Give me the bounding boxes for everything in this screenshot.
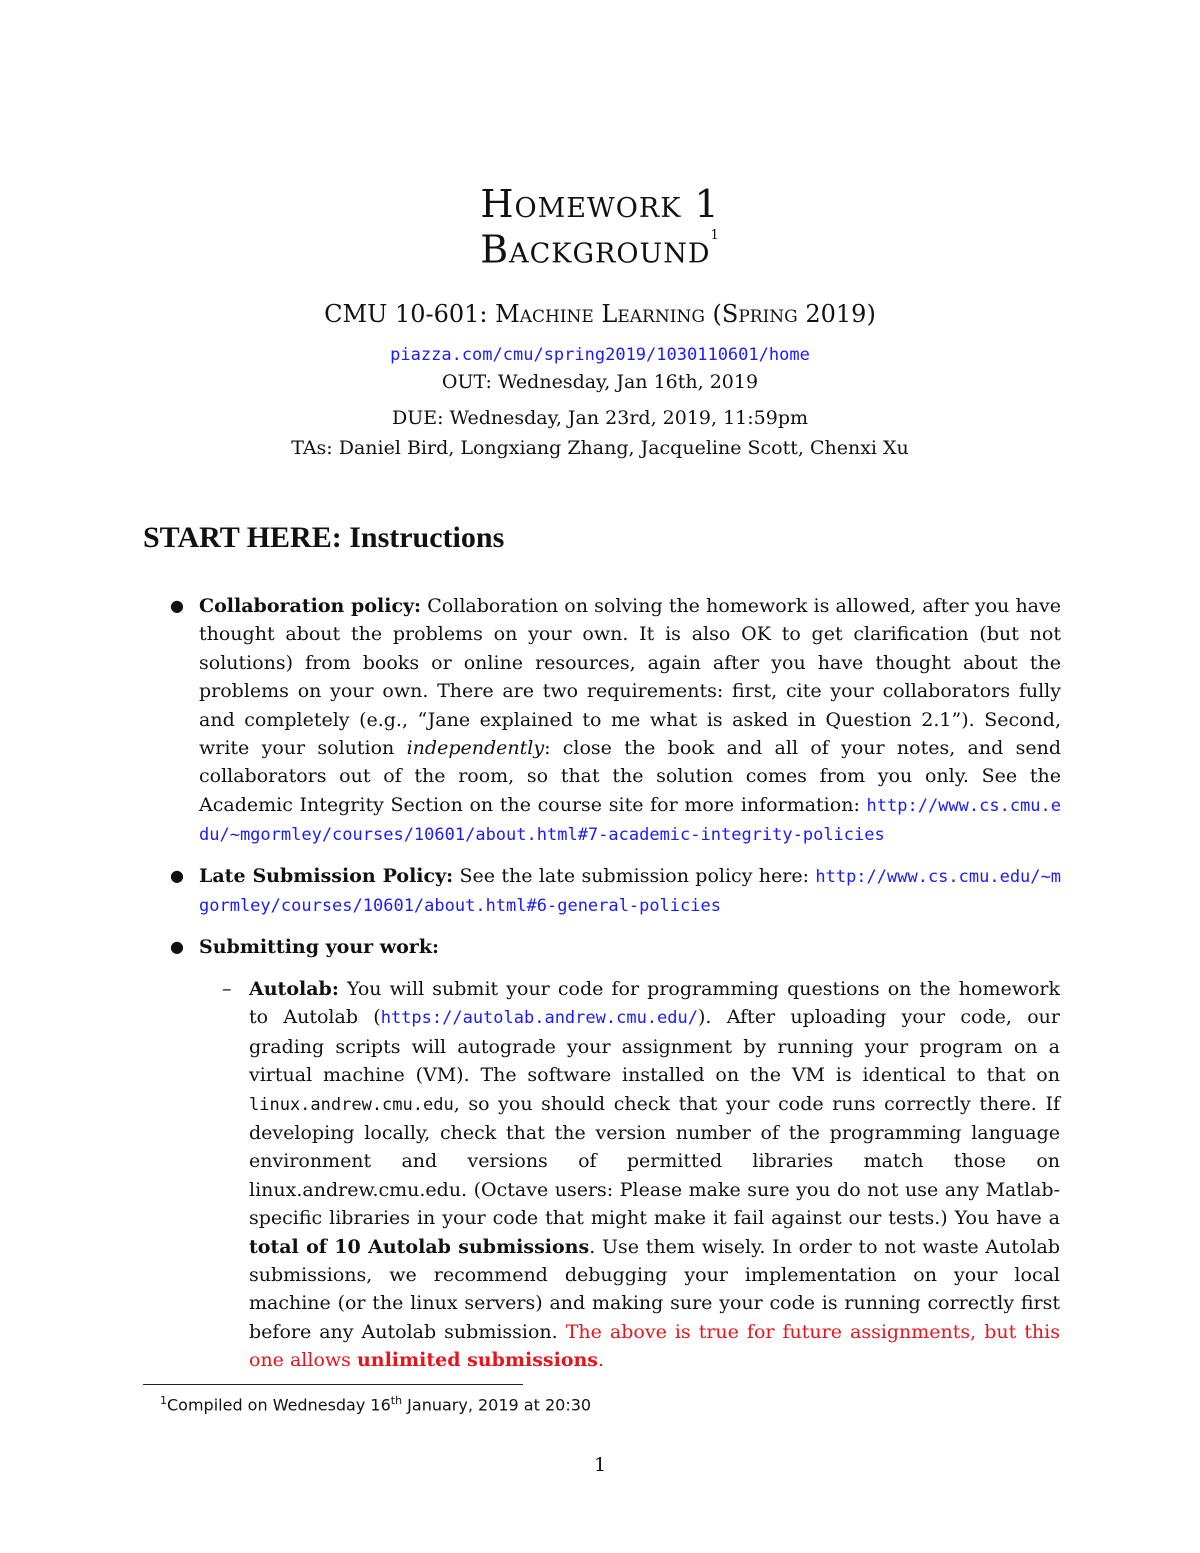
piazza-link[interactable]	[0, 343, 1200, 367]
collab-text-a: Collaboration on solving the homework is allowed, after you have thought about the problems on your own. It is also OK to get clarification (but not solutions) from books or online resources, again after you have thought about the problems on your own. There are two requirements: first, cite your collaborators fully and completely (e.g., “Jane explained to me what is asked in Question 2.1”). Second, write your solution	[199, 595, 1061, 760]
page-number: 1	[593, 1454, 607, 1476]
homework-title: Homework 1	[480, 182, 720, 226]
bullet-dot-icon: ●	[170, 866, 184, 885]
footnote-text-a: Compiled on Wednesday 16	[167, 1395, 391, 1415]
out-date: OUT: Wednesday, Jan 16th, 2019	[441, 371, 759, 393]
footnote-marker: 1	[710, 228, 720, 243]
general-policies-link[interactable]: http://www.cs.cmu.edu/~mgormley/courses/10601/about.html#6-general-policies	[199, 867, 1061, 917]
course-title-text: CMU 10-601: Machine Learning (Spring 2019)	[324, 300, 876, 328]
unlimited-submissions: unlimited submissions	[356, 1349, 598, 1372]
late-text: See the late submission policy here:	[453, 865, 816, 887]
collab-label: Collaboration policy:	[199, 595, 422, 617]
piazza-link-text[interactable]: piazza.com/cmu/spring2019/1030110601/home	[390, 345, 810, 365]
submitting-work	[199, 933, 1061, 961]
late-label: Late Submission Policy:	[199, 865, 454, 887]
due-date: DUE: Wednesday, Jan 23rd, 2019, 11:59pm	[391, 407, 809, 429]
subtitle-text: Background	[480, 227, 711, 272]
collab-text-b: : close the book and all of your notes, and send collaborators out of the room, so that the solution comes from you only. See the Academic Integrity Section on the course site for more information:	[199, 737, 1061, 816]
autolab-text-b: ). After uploading your code, our grading scripts will autograde your assignment by running your program on a virtual machine (VM). The software installed on the VM is identical to that on	[249, 1006, 1060, 1087]
autolab-text-a: You will submit your code for programming questions on the homework to Autolab (	[249, 978, 1060, 1029]
dash-marker: –	[222, 978, 232, 1000]
autolab-link[interactable]: https://autolab.andrew.cmu.edu/	[380, 1008, 698, 1029]
footnote-ordinal: th	[390, 1394, 403, 1407]
footnote-mark: 1	[160, 1394, 167, 1407]
late-submission-policy	[199, 862, 1061, 921]
ta-list: TAs: Daniel Bird, Longxiang Zhang, Jacqueline Scott, Chenxi Xu	[291, 437, 909, 459]
academic-integrity-link[interactable]: http://www.cs.cmu.edu/~mgormley/courses/10601/about.html#7-academic-integrity-policies	[199, 795, 1061, 846]
linux-host: linux.andrew.cmu.edu	[249, 1094, 454, 1115]
course-title	[0, 298, 1200, 330]
autolab-text-d: . Use them wisely. In order to not waste Autolab submissions, we recommend debugging your implementation on your local machine (or the linux servers) and making sure your code is running correctly first before any Autolab submission.	[249, 1235, 1061, 1343]
autolab-paragraph	[249, 975, 1060, 1375]
collab-emphasis: independently	[406, 737, 545, 760]
submit-label: Submitting your work:	[199, 936, 439, 958]
red-notice: The above is true for future assignments, but this one allows	[249, 1320, 1060, 1372]
bullet-dot-icon: ●	[170, 937, 184, 956]
footnote-text-b: January, 2019 at 20:30	[402, 1395, 592, 1415]
autolab-total: total of 10 Autolab submissions	[249, 1235, 590, 1258]
homework-subtitle	[0, 222, 1200, 274]
red-notice-end: .	[598, 1349, 605, 1372]
autolab-text-c: , so you should check that your code runs correctly there. If developing locally, check that the version number of the programming language environment and versions of permitted libraries match those on linux.andrew.cmu.edu. (Octave users: Please make sure you do not use any Matlab-specific libraries in your code that might make it fail against our tests.) You have a	[249, 1092, 1060, 1230]
section-heading: START HERE: Instructions	[143, 521, 505, 554]
autolab-label: Autolab:	[249, 978, 339, 1000]
footnote-rule	[143, 1384, 523, 1385]
footnote	[160, 1390, 591, 1416]
bullet-dot-icon: ●	[170, 596, 184, 615]
collaboration-policy	[199, 592, 1061, 850]
